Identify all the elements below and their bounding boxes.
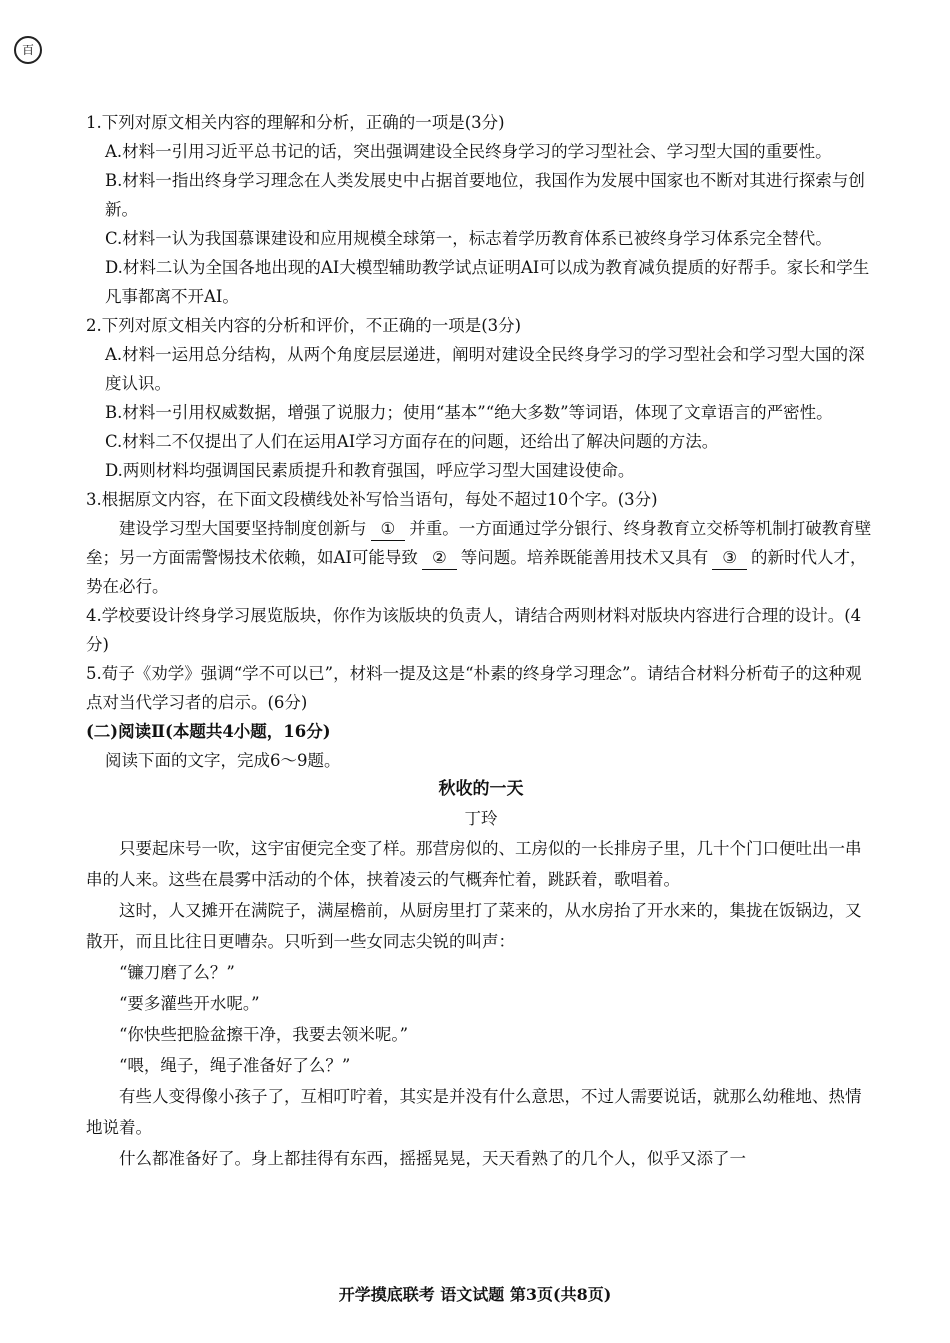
question-2-option-b: B.材料一引用权威数据，增强了说服力；使用“基本”“绝大多数”等词语，体现了文章语言的严密性。 bbox=[105, 403, 833, 422]
passage-paragraph: 有些人变得像小孩子了，互相叮咛着，其实是并没有什么意思，不过人需要说话，就那么幼稚地、热情地说着。 bbox=[86, 1087, 862, 1137]
question-1-stem: 1.下列对原文相关内容的理解和分析，正确的一项是(3分) bbox=[86, 113, 505, 132]
passage-paragraph: “喂，绳子，绳子准备好了么？” bbox=[119, 1056, 351, 1075]
question-3-text-a: 建设学习型大国要坚持制度创新与 bbox=[119, 519, 367, 538]
passage-paragraph: 这时，人又摊开在满院子，满屋檐前，从厨房里打了菜来的，从水房抬了开水来的，集拢在饭锅边，又散开，而且比往日更嘈杂。只听到一些女同志尖锐的叫声： bbox=[86, 901, 862, 951]
passage-paragraph: 什么都准备好了。身上都挂得有东西，摇摇晃晃，天天看熟了的几个人，似乎又添了一 bbox=[119, 1149, 746, 1168]
question-3 bbox=[86, 485, 876, 601]
passage-paragraph: “要多灌些开水呢。” bbox=[119, 994, 260, 1013]
question-1-option-d: D.材料二认为全国各地出现的AI大模型辅助教学试点证明AI可以成为教育减负提质的好帮手。家长和学生凡事都离不开AI。 bbox=[105, 258, 870, 306]
question-2 bbox=[86, 311, 876, 485]
question-3-passage bbox=[86, 514, 876, 601]
reading-passage bbox=[86, 775, 876, 1174]
page-content bbox=[86, 108, 876, 1174]
fill-blank-1: ① bbox=[371, 518, 406, 541]
question-3-text-b: 并重。一方面通过学分银行、终身教育立交桥等机制打破教育壁垒；另一方面需警惕技术依赖，如AI可能导致 bbox=[86, 519, 872, 567]
question-1-option-b: B.材料一指出终身学习理念在人类发展史中占据首要地位，我国作为发展中国家也不断对其进行探索与创新。 bbox=[105, 171, 865, 219]
question-1-option-c: C.材料一认为我国慕课建设和应用规模全球第一，标志着学历教育体系已被终身学习体系完全替代。 bbox=[105, 229, 832, 248]
question-3-text-d: 的新时代人才，势在必行。 bbox=[86, 548, 867, 596]
fill-blank-2: ② bbox=[422, 547, 457, 570]
passage-paragraph: “镰刀磨了么？” bbox=[119, 963, 235, 982]
page-footer: 开学摸底联考 语文试题 第3页(共8页) bbox=[338, 1285, 612, 1304]
section-2-heading: (二)阅读Ⅱ(本题共4小题，16分) bbox=[86, 722, 331, 741]
question-2-option-d: D.两则材料均强调国民素质提升和教育强国，呼应学习型大国建设使命。 bbox=[105, 461, 635, 480]
question-5-stem: 5.荀子《劝学》强调“学不可以已”，材料一提及这是“朴素的终身学习理念”。请结合材料分析荀子的这种观点对当代学习者的启示。(6分) bbox=[86, 664, 862, 712]
question-2-stem: 2.下列对原文相关内容的分析和评价，不正确的一项是(3分) bbox=[86, 316, 522, 335]
passage-paragraph: “你快些把脸盆擦干净，我要去领米呢。” bbox=[119, 1025, 409, 1044]
fill-blank-3: ③ bbox=[712, 547, 747, 570]
question-3-stem: 3.根据原文内容，在下面文段横线处补写恰当语句，每处不超过10个字。(3分) bbox=[86, 490, 658, 509]
question-2-option-c: C.材料二不仅提出了人们在运用AI学习方面存在的问题，还给出了解决问题的方法。 bbox=[105, 432, 719, 451]
logo-badge: 百 bbox=[14, 36, 42, 64]
question-4-stem: 4.学校要设计终身学习展览版块，你作为该版块的负责人，请结合两则材料对版块内容进行合理的设计。(4分) bbox=[86, 606, 862, 654]
question-2-option-a: A.材料一运用总分结构，从两个角度层层递进，阐明对建设全民终身学习的学习型社会和学习型大国的深度认识。 bbox=[105, 345, 865, 393]
passage-author: 丁玲 bbox=[464, 809, 498, 828]
question-1-option-a: A.材料一引用习近平总书记的话，突出强调建设全民终身学习的学习型社会、学习型大国的重要性。 bbox=[105, 142, 832, 161]
section-2-instruction: 阅读下面的文字，完成6～9题。 bbox=[105, 751, 341, 770]
passage-title: 秋收的一天 bbox=[438, 779, 524, 799]
passage-paragraph: 只要起床号一吹，这宇宙便完全变了样。那营房似的、工房似的一长排房子里，几十个门口便吐出一串串的人来。这些在晨雾中活动的个体，挟着凌云的气概奔忙着，跳跃着，歌唱着。 bbox=[86, 839, 862, 889]
question-1 bbox=[86, 108, 876, 311]
question-3-text-c: 等问题。培养既能善用技术又具有 bbox=[460, 548, 709, 567]
